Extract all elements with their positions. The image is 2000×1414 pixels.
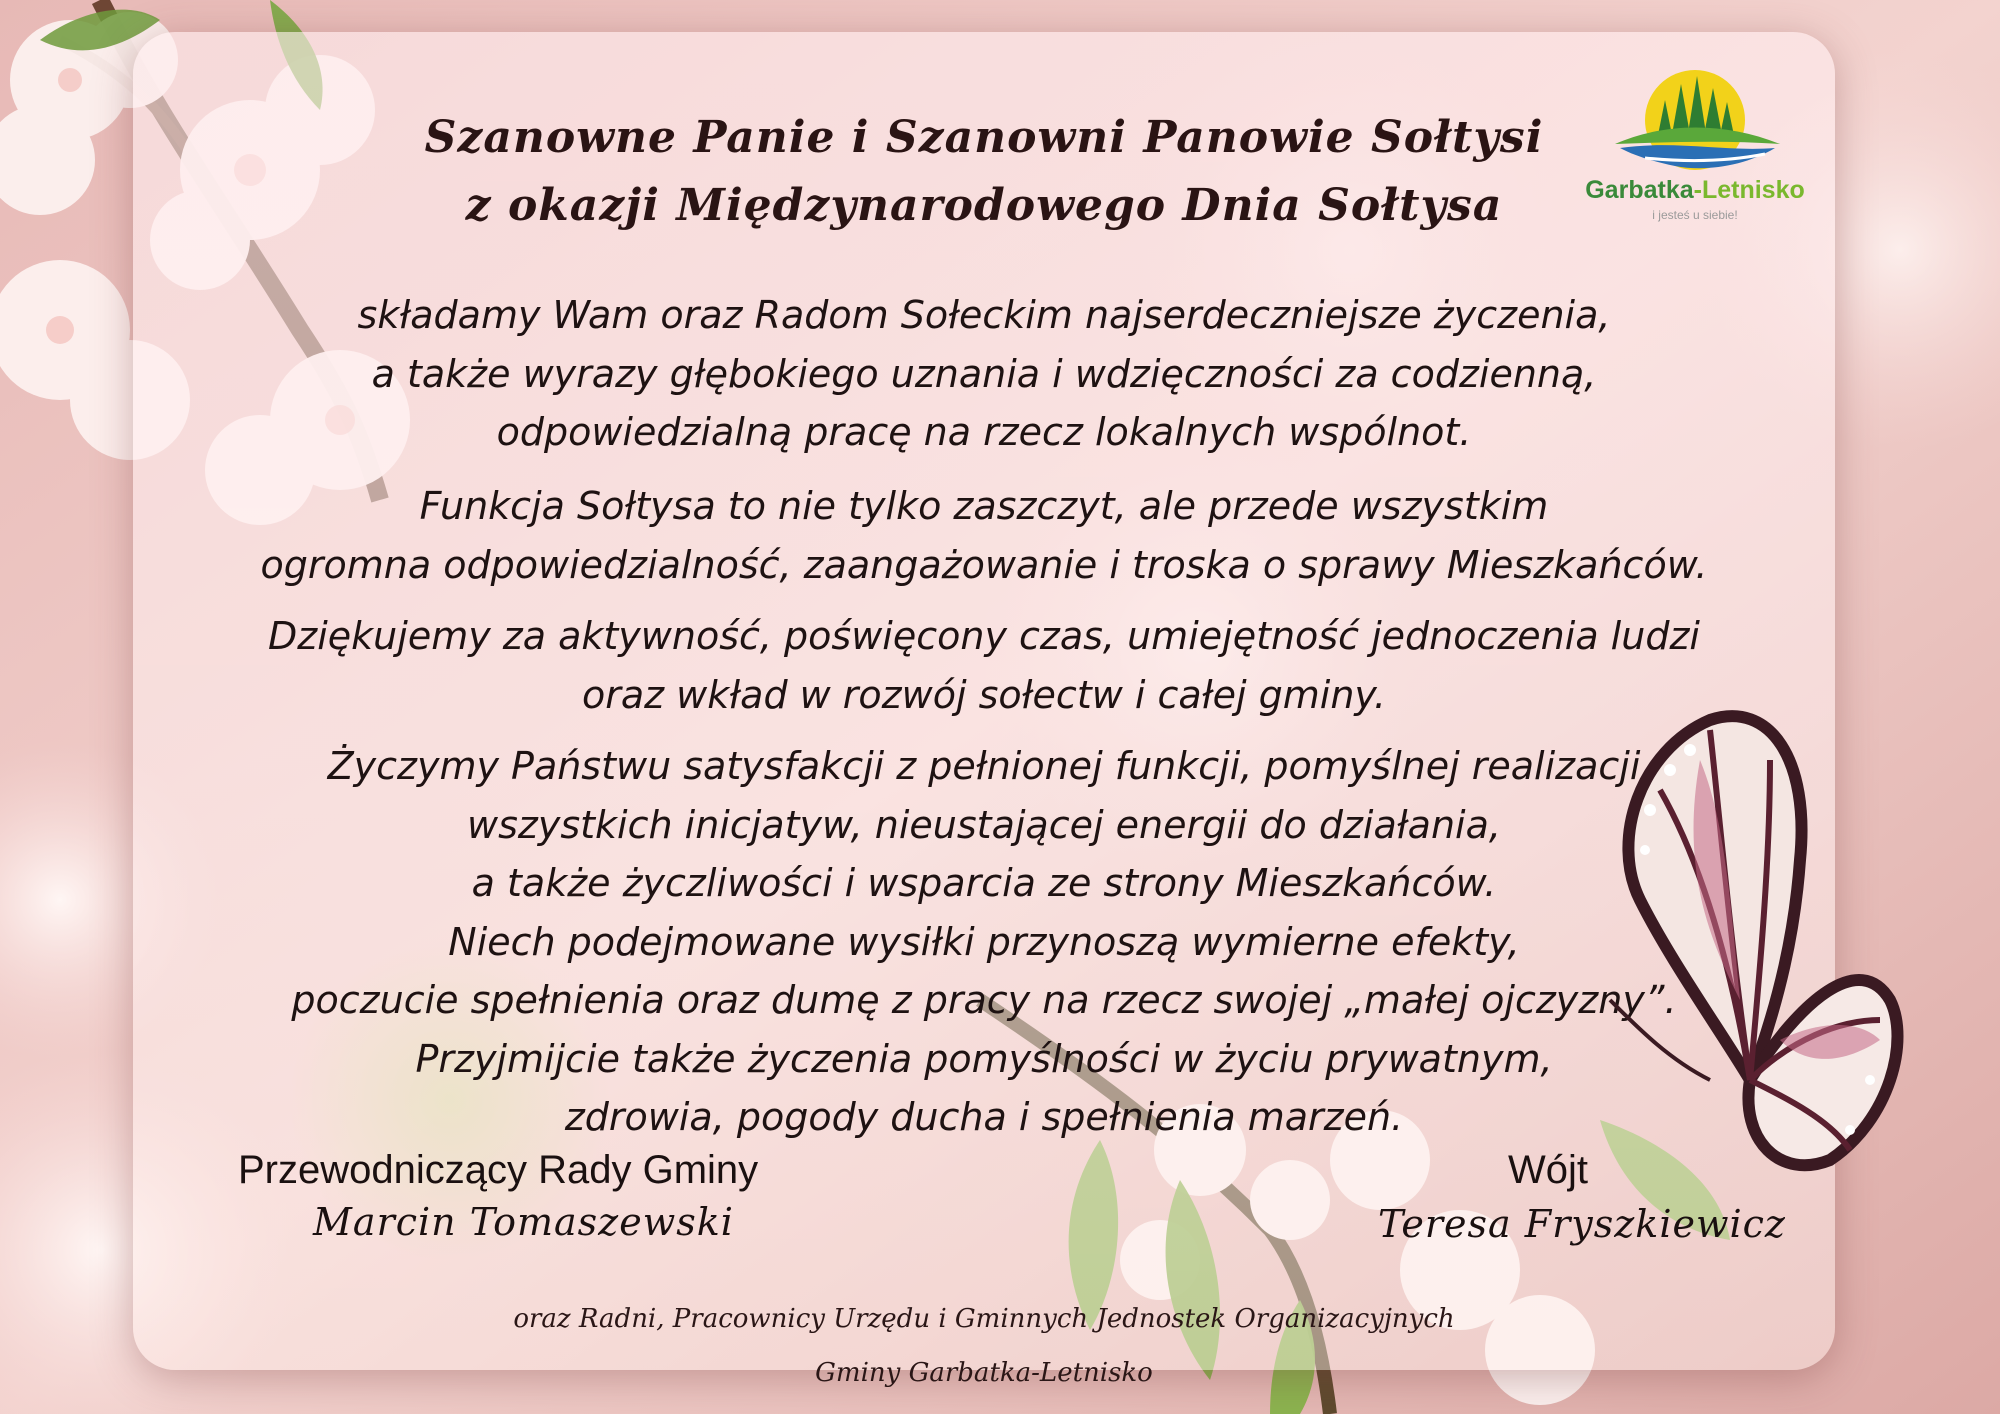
title-line-1: Szanowne Panie i Szanowni Panowie Sołtysi [424,112,1544,163]
paragraph-line: wszystkich inicjatyw, nieustającej energii do działania, [467,802,1501,847]
paragraph-1 [133,286,1835,462]
paragraph-line: a także życzliwości i wsparcia ze strony Mieszkańców. [471,861,1497,905]
paragraph-line: Przyjmijcie także życzenia pomyślności w życiu prywatnym, [415,1036,1553,1081]
mayor-signature: Teresa Fryszkiewicz [1378,1202,1786,1246]
chairman-signature: Marcin Tomaszewski [313,1200,734,1244]
greeting-title [133,104,1835,240]
mayor-role: Wójt [1508,1148,1588,1192]
paragraph-line: Dziękujemy za aktywność, poświęcony czas, umiejętność jednoczenia ludzi [268,614,1700,658]
paragraph-2 [133,477,1835,594]
paragraph-line: Funkcja Sołtysa to nie tylko zaszczyt, ale przede wszystkim [419,484,1549,528]
logo-name-part1: Garbatka [1585,176,1694,204]
title-line-2: z okazji Międzynarodowego Dnia Sołtysa [465,180,1503,231]
logo-name-part2: -Letnisko [1693,176,1805,204]
footer-line-2: Gminy Garbatka-Letnisko [815,1358,1153,1388]
paragraph-line: poczucie spełnienia oraz dumę z pracy na rzecz swojej „małej ojczyzny”. [291,978,1677,1022]
footer-line-1: oraz Radni, Pracownicy Urzędu i Gminnych Jednostek Organizacyjnych [513,1304,1455,1334]
footer-senders [133,1292,1835,1400]
paragraph-line: a także wyrazy głębokiego uznania i wdzięczności za codzienną, [371,351,1597,396]
paragraph-line: składamy Wam oraz Radom Sołeckim najserdeczniejsze życzenia, [357,293,1611,337]
paragraph-line: odpowiedzialną pracę na rzecz lokalnych wspólnot. [496,410,1472,454]
butterfly-icon [1550,700,1900,1180]
paragraph-line: ogromna odpowiedzialność, zaangażowanie i troska o sprawy Mieszkańców. [260,542,1708,587]
paragraph-line: Niech podejmowane wysiłki przynoszą wymierne efekty, [448,919,1520,964]
paragraph-line: zdrowia, pogody ducha i spełnienia marzeń. [564,1095,1404,1139]
logo-tagline: i jesteś u siebie! [1652,208,1738,222]
paragraph-line: oraz wkład w rozwój sołectw i całej gminy. [581,672,1387,717]
paragraph-line: Życzymy Państwu satysfakcji z pełnionej funkcji, pomyślnej realizacji [327,744,1641,788]
chairman-role: Przewodniczący Rady Gminy [238,1148,759,1192]
